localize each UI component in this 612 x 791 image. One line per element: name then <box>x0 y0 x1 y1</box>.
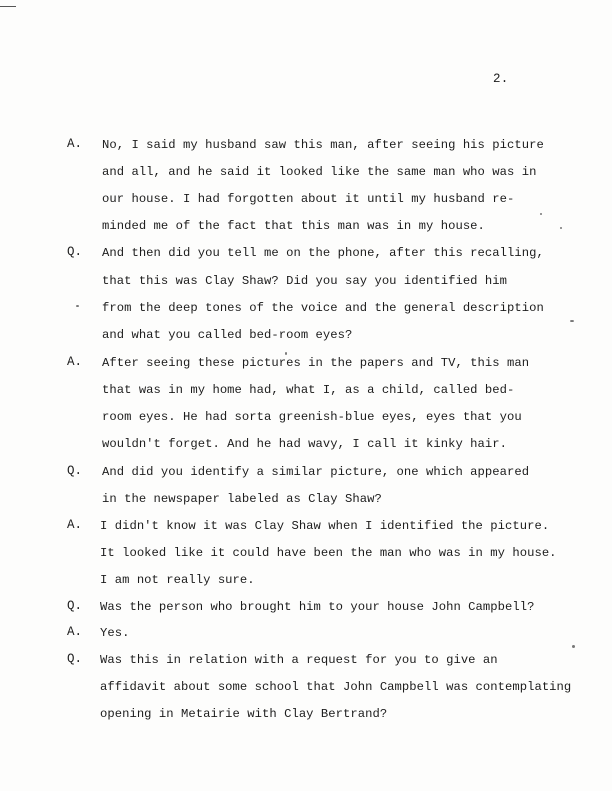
entry-label: A. <box>67 518 83 532</box>
transcript-line: minded me of the fact that this man was in my house. <box>102 219 485 233</box>
transcript-line: No, I said my husband saw this man, after seeing his picture <box>102 138 544 152</box>
transcript-line: And did you identify a similar picture, one which appeared <box>102 465 530 479</box>
entry-label: A. <box>67 137 83 151</box>
transcript-line: Was this in relation with a request for you to give an <box>100 653 498 667</box>
transcript-line: It looked like it could have been the man who was in my house. <box>100 546 557 560</box>
scan-speck <box>540 213 542 215</box>
transcript-line: I am not really sure. <box>100 573 255 587</box>
transcript-line: opening in Metairie with Clay Bertrand? <box>100 707 388 721</box>
transcript-line: Yes. <box>100 626 130 640</box>
page-number: 2. <box>493 72 509 86</box>
scan-speck <box>285 352 287 355</box>
transcript-line: Was the person who brought him to your house John Campbell? <box>100 600 535 614</box>
scan-speck <box>560 227 562 229</box>
transcript-line: our house. I had forgotten about it until my husband re- <box>102 192 515 206</box>
transcript-line: wouldn't forget. And he had wavy, I call it kinky hair. <box>102 437 508 451</box>
transcript-line: After seeing these pictures in the papers and TV, this man <box>102 356 530 370</box>
scan-speck <box>570 320 574 322</box>
entry-label: A. <box>67 355 83 369</box>
entry-label: A. <box>67 625 83 639</box>
edge-mark <box>0 6 16 7</box>
entry-label: Q. <box>67 599 83 613</box>
transcript-line: I didn't know it was Clay Shaw when I identified the picture. <box>100 519 550 533</box>
entry-label: Q. <box>67 464 83 478</box>
transcript-line: from the deep tones of the voice and the general description <box>102 301 544 315</box>
transcript-line: affidavit about some school that John Campbell was contemplating <box>100 680 572 694</box>
entry-label: Q. <box>67 245 83 259</box>
transcript-line: that this was Clay Shaw? Did you say you identified him <box>102 274 508 288</box>
transcript-line: And then did you tell me on the phone, after this recalling, <box>102 246 544 260</box>
entry-label: Q. <box>67 652 83 666</box>
transcript-line: that was in my home had, what I, as a child, called bed- <box>102 383 515 397</box>
transcript-line: and what you called bed-room eyes? <box>102 328 353 342</box>
transcript-line: in the newspaper labeled as Clay Shaw? <box>102 492 382 506</box>
transcript-line: and all, and he said it looked like the same man who was in <box>102 165 537 179</box>
scan-speck <box>76 305 79 307</box>
transcript-line: room eyes. He had sorta greenish-blue eyes, eyes that you <box>102 410 522 424</box>
scan-speck <box>572 645 575 648</box>
